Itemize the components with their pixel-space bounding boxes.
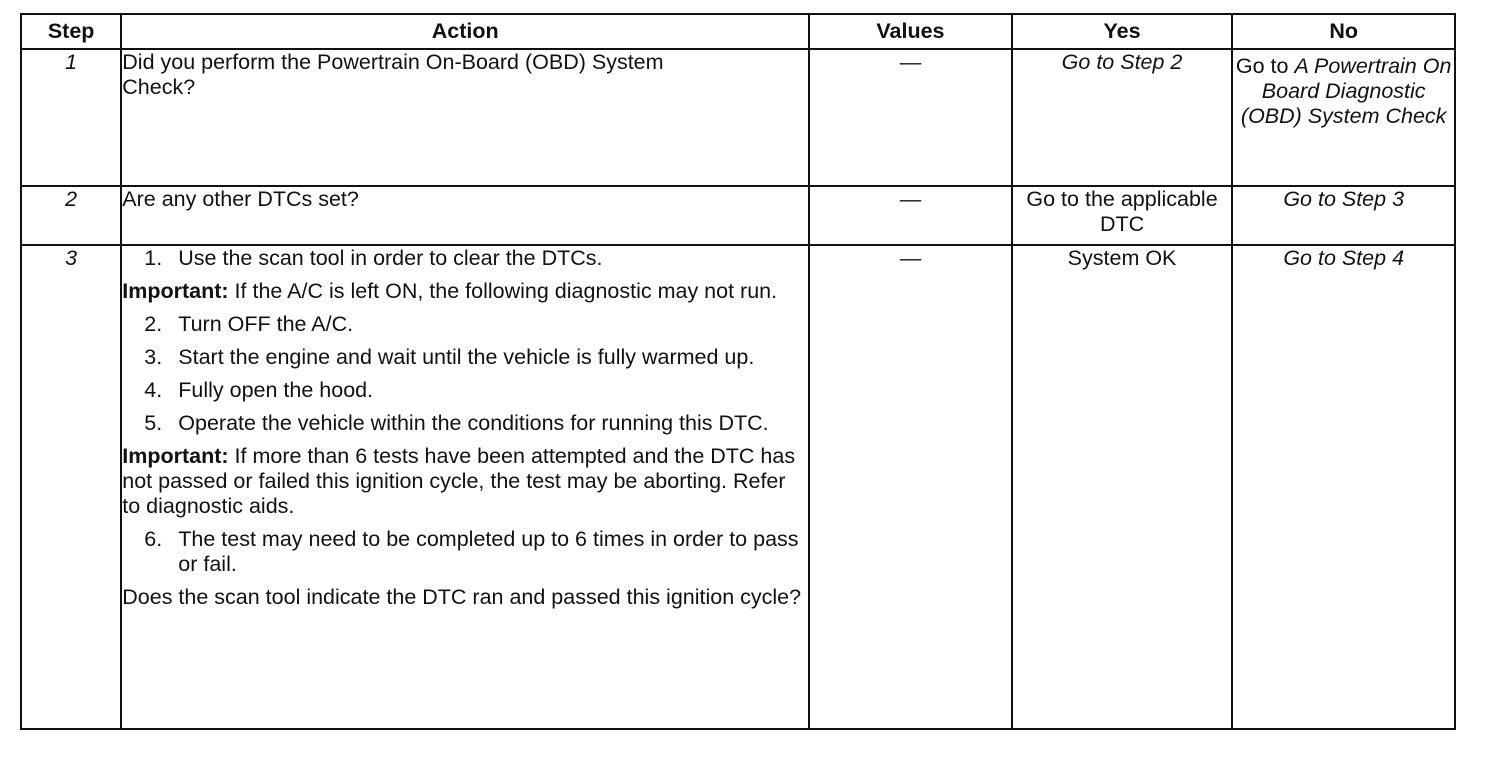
yes-cell[interactable]	[1012, 245, 1233, 729]
header-step: Step	[21, 14, 121, 49]
diagnostic-table	[20, 13, 1456, 730]
yes-cell[interactable]	[1012, 49, 1233, 186]
values-cell: —	[809, 245, 1012, 729]
list-item: 5. Operate the vehicle within the conditions for running this DTC.	[144, 411, 769, 435]
action-cell	[121, 186, 809, 245]
list-item: 4. Fully open the hood.	[144, 378, 374, 402]
step-number: 2	[21, 186, 121, 245]
list-item: 3. Start the engine and wait until the vehicle is fully warmed up.	[144, 345, 755, 369]
important-note: Important: If more than 6 tests have been attempted and the DTC has not passed or failed this ignition cycle, the test may be aborting. Refer to diagnostic aids.	[122, 444, 796, 518]
step-number: 1	[21, 49, 121, 186]
important-note: Important: If the A/C is left ON, the following diagnostic may not run.	[122, 279, 778, 303]
header-values: Values	[809, 14, 1012, 49]
action-cell	[121, 49, 809, 186]
no-cell[interactable]	[1232, 245, 1455, 729]
table-row	[21, 49, 1455, 186]
yes-link[interactable]: Go to Step 2	[1061, 50, 1183, 74]
no-link[interactable]: A Powertrain On Board Diagnostic (OBD) System Check	[1240, 54, 1452, 128]
step-number: 3	[21, 245, 121, 729]
action-question: Did you perform the Powertrain On-Board (OBD) System Check?	[122, 50, 664, 99]
values-cell: —	[809, 49, 1012, 186]
list-item: 1. Use the scan tool in order to clear the DTCs.	[144, 246, 603, 270]
table-row	[21, 186, 1455, 245]
no-cell[interactable]	[1232, 49, 1455, 186]
action-cell	[121, 245, 809, 729]
no-link[interactable]: Go to Step 4	[1283, 246, 1405, 270]
important-label: Important:	[122, 444, 229, 468]
no-link[interactable]: Go to Step 3	[1283, 187, 1405, 211]
table-row	[21, 245, 1455, 729]
yes-link[interactable]: Go to the applicable DTC	[1026, 187, 1218, 236]
no-prefix: Go to	[1235, 54, 1289, 78]
list-item: 2. Turn OFF the A/C.	[144, 312, 354, 336]
action-question: Does the scan tool indicate the DTC ran and passed this ignition cycle?	[122, 585, 802, 609]
header-yes: Yes	[1012, 14, 1233, 49]
header-row	[21, 14, 1455, 49]
important-label: Important:	[122, 279, 229, 303]
values-cell: —	[809, 186, 1012, 245]
header-action: Action	[121, 14, 809, 49]
yes-cell[interactable]	[1012, 186, 1233, 245]
action-question: Are any other DTCs set?	[122, 187, 359, 211]
list-item: 6. The test may need to be completed up to 6 times in order to pass or fail.	[144, 527, 799, 576]
header-no: No	[1232, 14, 1455, 49]
no-cell[interactable]	[1232, 186, 1455, 245]
yes-link[interactable]: System OK	[1067, 246, 1177, 270]
